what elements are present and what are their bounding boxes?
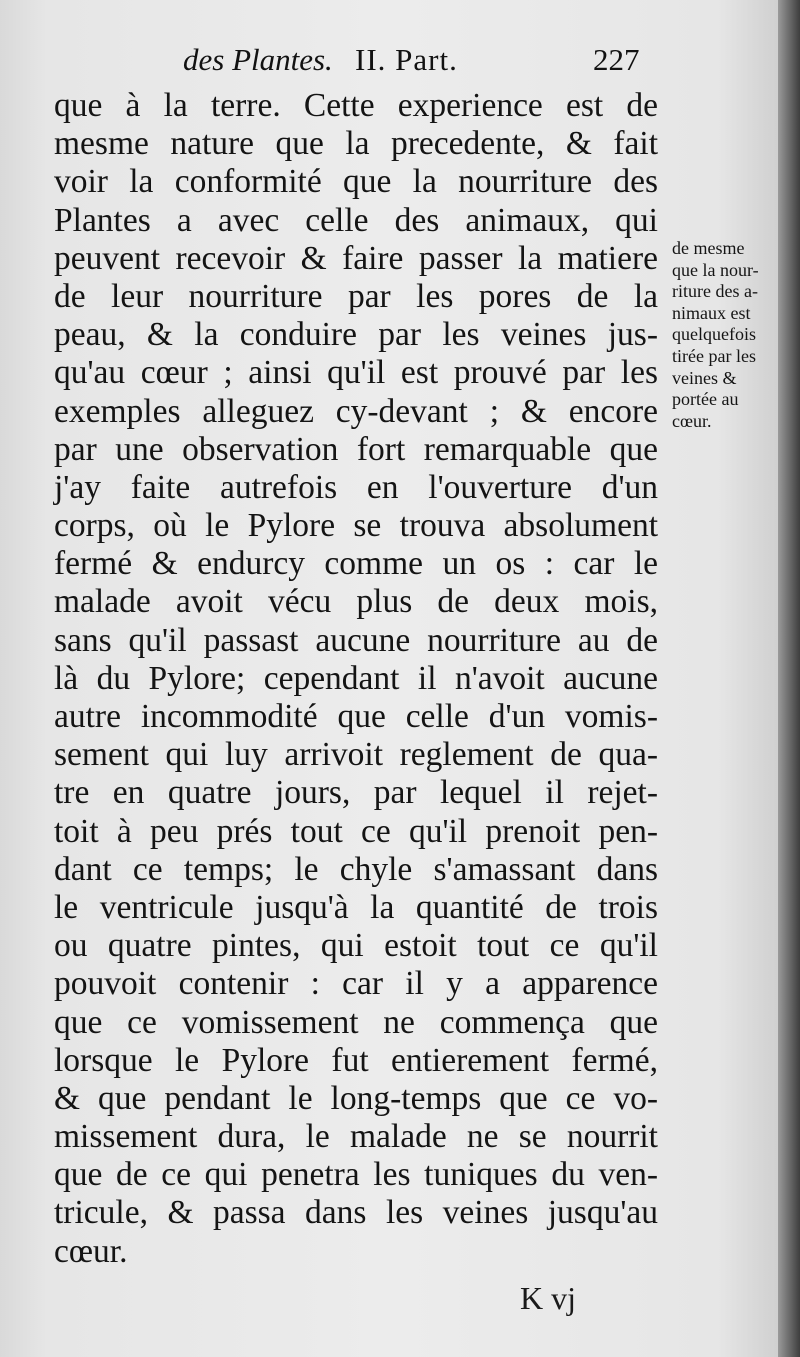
text-line: dant ce temps; le chyle s'amassant dans <box>54 850 658 888</box>
text-line: que de ce qui penetra les tuniques du ven- <box>54 1156 658 1194</box>
text-line: lorsque le Pylore fut entierement fermé, <box>54 1041 658 1079</box>
text-line: ou quatre pintes, qui estoit tout ce qu'il <box>54 927 658 965</box>
text-line: voir la conformité que la nourriture des <box>54 163 658 201</box>
text-line: autre incommodité que celle d'un vomis- <box>54 698 658 735</box>
part-label: II. Part. <box>355 42 458 77</box>
margin-note-line: tirée par les <box>672 345 756 366</box>
text-line: que ce vomissement ne commença que <box>54 1003 658 1041</box>
margin-note-line: que la nour- <box>672 259 759 280</box>
text-line: j'ay faite autrefois en l'ouverture d'un <box>54 468 658 506</box>
text-line: toit à peu prés tout ce qu'il prenoit pen- <box>54 812 658 850</box>
text-line: sans qu'il passast aucune nourriture au de <box>54 621 658 659</box>
text-line: tre en quatre jours, par lequel il rejet- <box>54 774 658 812</box>
text-line: de leur nourriture par les pores de la <box>54 277 658 315</box>
text-line: malade avoit vécu plus de deux mois, <box>54 583 658 621</box>
running-title: des Plantes. <box>183 42 333 77</box>
text-line: & que pendant le long-temps que ce vo- <box>54 1079 658 1117</box>
page-edge-shadow <box>778 0 800 1357</box>
text-line: sement qui luy arrivoit reglement de qua- <box>54 736 658 774</box>
text-line: peau, & la conduire par les veines jus- <box>54 316 658 354</box>
text-line: missement dura, le malade ne se nourrit <box>54 1118 658 1156</box>
text-line: qu'au cœur ; ainsi qu'il est prouvé par les <box>54 354 658 392</box>
text-line: par une observation fort remarquable que <box>54 430 658 468</box>
signature-mark: K vj <box>520 1280 576 1316</box>
page-number: 227 <box>593 42 640 77</box>
text-line: peuvent recevoir & faire passer la matiere <box>54 239 658 277</box>
margin-note-line: veines & <box>672 367 737 388</box>
text-line: cœur. <box>54 1232 128 1270</box>
text-line: mesme nature que la precedente, & fait <box>54 125 658 163</box>
text-line: Plantes a avec celle des animaux, qui <box>54 201 658 239</box>
margin-note-line: cœur. <box>672 410 712 431</box>
margin-note <box>672 238 798 432</box>
text-line: que à la terre. Cette experience est de <box>54 87 658 124</box>
text-line: tricule, & passa dans les veines jusqu'au <box>54 1194 658 1232</box>
margin-note-line: de mesme <box>672 238 745 258</box>
margin-note-line: quelquefois <box>672 324 756 345</box>
margin-note-line: riture des a- <box>672 281 758 302</box>
margin-note-line: portée au <box>672 389 739 410</box>
text-line: le ventricule jusqu'à la quantité de trois <box>54 888 658 926</box>
text-line: là du Pylore; cependant il n'avoit aucune <box>54 659 658 697</box>
text-line: corps, où le Pylore se trouva absolument <box>54 507 658 545</box>
running-header <box>175 42 655 90</box>
body-text <box>54 87 658 1271</box>
text-line: pouvoit contenir : car il y a apparence <box>54 965 658 1003</box>
margin-note-line: nimaux est <box>672 302 751 323</box>
text-line: fermé & endurcy comme un os : car le <box>54 545 658 583</box>
text-line: exemples alleguez cy-devant ; & encore <box>54 392 658 430</box>
